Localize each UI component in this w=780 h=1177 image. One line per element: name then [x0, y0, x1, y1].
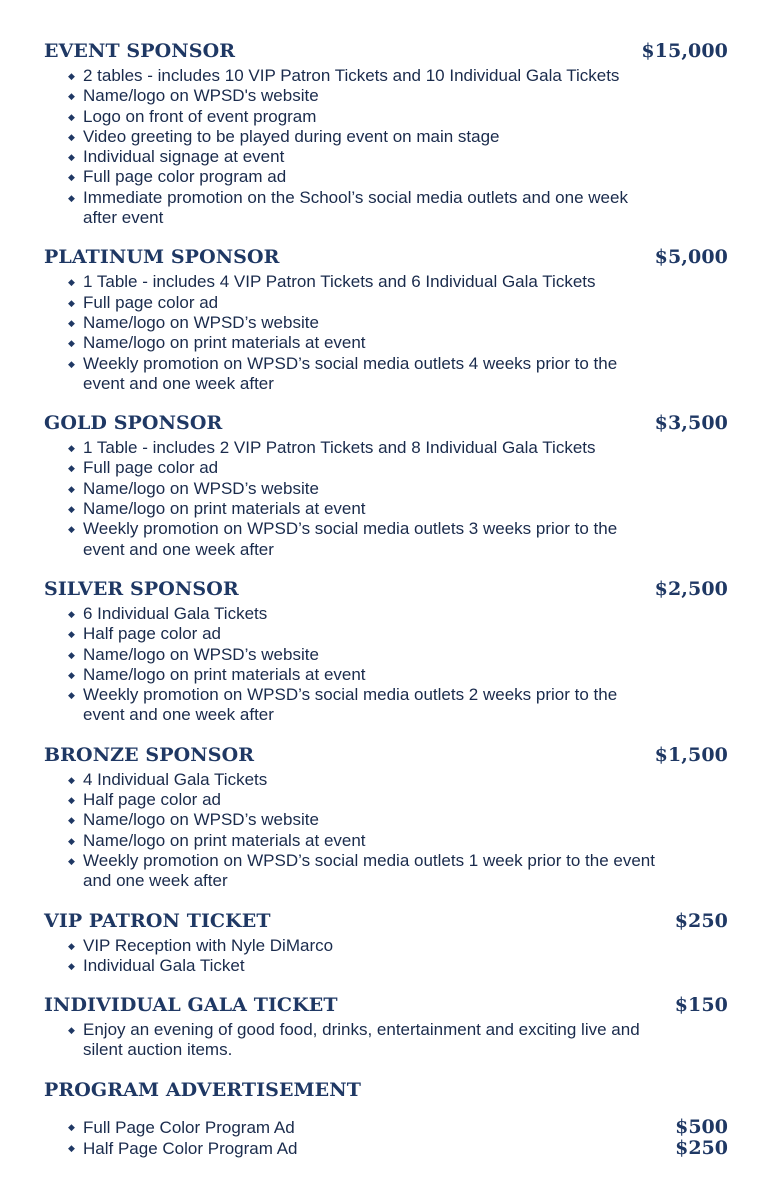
sponsorship-levels — [44, 40, 728, 1177]
diamond-bullet-icon: ◆ — [68, 1121, 75, 1132]
list-item — [68, 1020, 683, 1061]
item-text: Individual signage at event — [83, 147, 285, 167]
list-item — [68, 188, 663, 229]
section-event-sponsor — [44, 40, 728, 228]
item-text: Full page color program ad — [83, 167, 287, 187]
section-header — [44, 744, 728, 770]
diamond-bullet-icon: ◆ — [68, 71, 75, 81]
section-header — [44, 1079, 728, 1105]
item-price: $250 — [675, 1136, 728, 1159]
diamond-bullet-icon: ◆ — [68, 1142, 75, 1153]
section-silver-sponsor — [44, 578, 728, 726]
section-header — [44, 994, 728, 1020]
item-text: Half page color ad — [83, 790, 221, 810]
diamond-bullet-icon: ◆ — [68, 338, 75, 349]
diamond-bullet-icon: ◆ — [68, 172, 75, 183]
diamond-bullet-icon: ◆ — [68, 524, 75, 535]
diamond-bullet-icon: ◆ — [68, 192, 75, 203]
diamond-bullet-icon: ◆ — [68, 940, 75, 951]
section-title: EVENT SPONSOR — [44, 40, 236, 62]
list-item — [68, 272, 728, 292]
item-text: Full page color ad — [83, 292, 219, 312]
list-item — [68, 438, 728, 458]
item-text: VIP Reception with Nyle DiMarco — [83, 935, 334, 955]
list-item — [68, 1117, 728, 1138]
section-price: $150 — [674, 994, 728, 1017]
section-vip-patron-ticket — [44, 910, 728, 977]
section-header — [44, 578, 728, 604]
item-text: Half page color ad — [83, 624, 221, 644]
list-item — [68, 458, 728, 478]
diamond-bullet-icon: ◆ — [68, 608, 75, 619]
diamond-bullet-icon: ◆ — [68, 629, 75, 640]
section-platinum-sponsor — [44, 246, 728, 394]
list-item — [68, 519, 663, 560]
diamond-bullet-icon: ◆ — [68, 358, 75, 369]
list-item — [68, 645, 728, 665]
section-bronze-sponsor — [44, 744, 728, 892]
section-individual-gala-ticket — [44, 994, 728, 1061]
item-text: Name/logo on WPSD's website — [83, 86, 319, 106]
section-price: $15,000 — [641, 40, 728, 62]
item-text: Logo on front of event program — [83, 106, 317, 126]
benefit-list — [44, 936, 728, 977]
diamond-bullet-icon: ◆ — [68, 463, 75, 474]
diamond-bullet-icon: ◆ — [68, 504, 75, 515]
list-item — [68, 831, 728, 851]
list-item — [68, 624, 728, 644]
list-item — [68, 479, 728, 499]
item-text: 2 tables - includes 10 VIP Patron Tickets and 10 Individual Gala Tickets — [83, 66, 620, 85]
item-text: Enjoy an evening of good food, drinks, entertainment and exciting live and silent auction items. — [83, 1020, 640, 1060]
diamond-bullet-icon: ◆ — [68, 91, 75, 102]
list-item — [68, 956, 728, 976]
diamond-bullet-icon: ◆ — [68, 669, 75, 680]
section-program-advertisement — [44, 1079, 728, 1160]
section-price: $2,500 — [654, 577, 728, 600]
section-header — [44, 412, 728, 438]
list-item — [68, 354, 663, 395]
section-header — [44, 910, 728, 936]
list-item — [68, 333, 728, 353]
diamond-bullet-icon: ◆ — [68, 317, 75, 328]
benefit-list — [44, 66, 728, 228]
benefit-list — [44, 1020, 728, 1061]
list-item — [68, 665, 728, 685]
section-title: INDIVIDUAL GALA TICKET — [44, 994, 338, 1017]
item-text: 4 Individual Gala Tickets — [83, 769, 268, 789]
list-item — [68, 770, 728, 790]
item-text: Name/logo on print materials at event — [83, 830, 366, 850]
diamond-bullet-icon: ◆ — [68, 111, 75, 122]
benefit-list — [44, 272, 728, 394]
advertisement-list — [44, 1117, 728, 1160]
benefit-list — [44, 604, 728, 726]
item-text: Weekly promotion on WPSD’s social media outlets 4 weeks prior to the event and one week after — [83, 353, 618, 393]
item-text: Individual Gala Ticket — [83, 955, 245, 975]
section-title: GOLD SPONSOR — [44, 412, 223, 435]
list-item — [68, 107, 728, 127]
diamond-bullet-icon: ◆ — [68, 774, 75, 785]
item-text: 1 Table - includes 2 VIP Patron Tickets and 8 Individual Gala Tickets — [83, 438, 596, 458]
item-text: Name/logo on print materials at event — [83, 499, 366, 519]
section-price: $250 — [674, 909, 728, 932]
list-item — [68, 499, 728, 519]
item-text: Video greeting to be played during event on main stage — [83, 126, 500, 146]
section-header — [44, 40, 728, 66]
diamond-bullet-icon: ◆ — [68, 443, 75, 454]
section-title: VIP PATRON TICKET — [44, 909, 271, 932]
list-item — [68, 313, 728, 333]
section-header — [44, 246, 728, 272]
benefit-list — [44, 770, 728, 892]
benefit-list — [44, 438, 728, 560]
diamond-bullet-icon: ◆ — [68, 483, 75, 494]
diamond-bullet-icon: ◆ — [68, 152, 75, 163]
diamond-bullet-icon: ◆ — [68, 690, 75, 701]
section-price: $5,000 — [654, 246, 728, 269]
list-item — [68, 604, 728, 624]
diamond-bullet-icon: ◆ — [68, 855, 75, 866]
item-text: Name/logo on print materials at event — [83, 333, 366, 353]
item-text: 1 Table - includes 4 VIP Patron Tickets and 6 Individual Gala Tickets — [83, 272, 596, 292]
item-text: 6 Individual Gala Tickets — [83, 603, 268, 623]
diamond-bullet-icon: ◆ — [68, 297, 75, 308]
list-item — [68, 86, 728, 106]
item-text: Weekly promotion on WPSD’s social media outlets 3 weeks prior to the event and one week after — [83, 519, 618, 559]
diamond-bullet-icon: ◆ — [68, 1025, 75, 1036]
list-item — [68, 851, 663, 892]
list-item — [68, 147, 728, 167]
item-text: Name/logo on print materials at event — [83, 664, 366, 684]
diamond-bullet-icon: ◆ — [68, 835, 75, 846]
item-text: Weekly promotion on WPSD’s social media outlets 1 week prior to the event and one week after — [83, 850, 655, 891]
list-item — [68, 127, 728, 147]
item-text: Name/logo on WPSD’s website — [83, 810, 319, 830]
section-title: BRONZE SPONSOR — [44, 743, 255, 766]
ad-row — [83, 1138, 728, 1159]
section-title: PLATINUM SPONSOR — [44, 246, 280, 269]
section-title: SILVER SPONSOR — [44, 577, 239, 600]
section-price: $3,500 — [654, 412, 728, 435]
section-price: $1,500 — [654, 743, 728, 766]
list-item — [68, 936, 728, 956]
list-item — [68, 810, 728, 830]
diamond-bullet-icon: ◆ — [68, 960, 75, 971]
item-text: Full page color ad — [83, 458, 219, 478]
list-item — [68, 1138, 728, 1159]
ad-row — [83, 1117, 728, 1138]
item-text: Weekly promotion on WPSD’s social media outlets 2 weeks prior to the event and one week after — [83, 685, 618, 725]
item-text: Full Page Color Program Ad — [83, 1117, 295, 1137]
diamond-bullet-icon: ◆ — [68, 131, 75, 142]
diamond-bullet-icon: ◆ — [68, 277, 75, 288]
diamond-bullet-icon: ◆ — [68, 815, 75, 826]
item-text: Name/logo on WPSD’s website — [83, 312, 319, 332]
item-text: Half Page Color Program Ad — [83, 1138, 298, 1158]
list-item — [68, 66, 728, 86]
list-item — [68, 685, 663, 726]
item-price: $500 — [675, 1115, 728, 1138]
list-item — [68, 167, 728, 187]
list-item — [68, 293, 728, 313]
item-text: Name/logo on WPSD’s website — [83, 644, 319, 664]
item-text: Name/logo on WPSD’s website — [83, 478, 319, 498]
diamond-bullet-icon: ◆ — [68, 649, 75, 660]
section-title: PROGRAM ADVERTISEMENT — [44, 1078, 361, 1101]
section-gold-sponsor — [44, 412, 728, 560]
item-text: Immediate promotion on the School’s social media outlets and one week after event — [83, 187, 628, 228]
list-item — [68, 790, 728, 810]
diamond-bullet-icon: ◆ — [68, 795, 75, 806]
